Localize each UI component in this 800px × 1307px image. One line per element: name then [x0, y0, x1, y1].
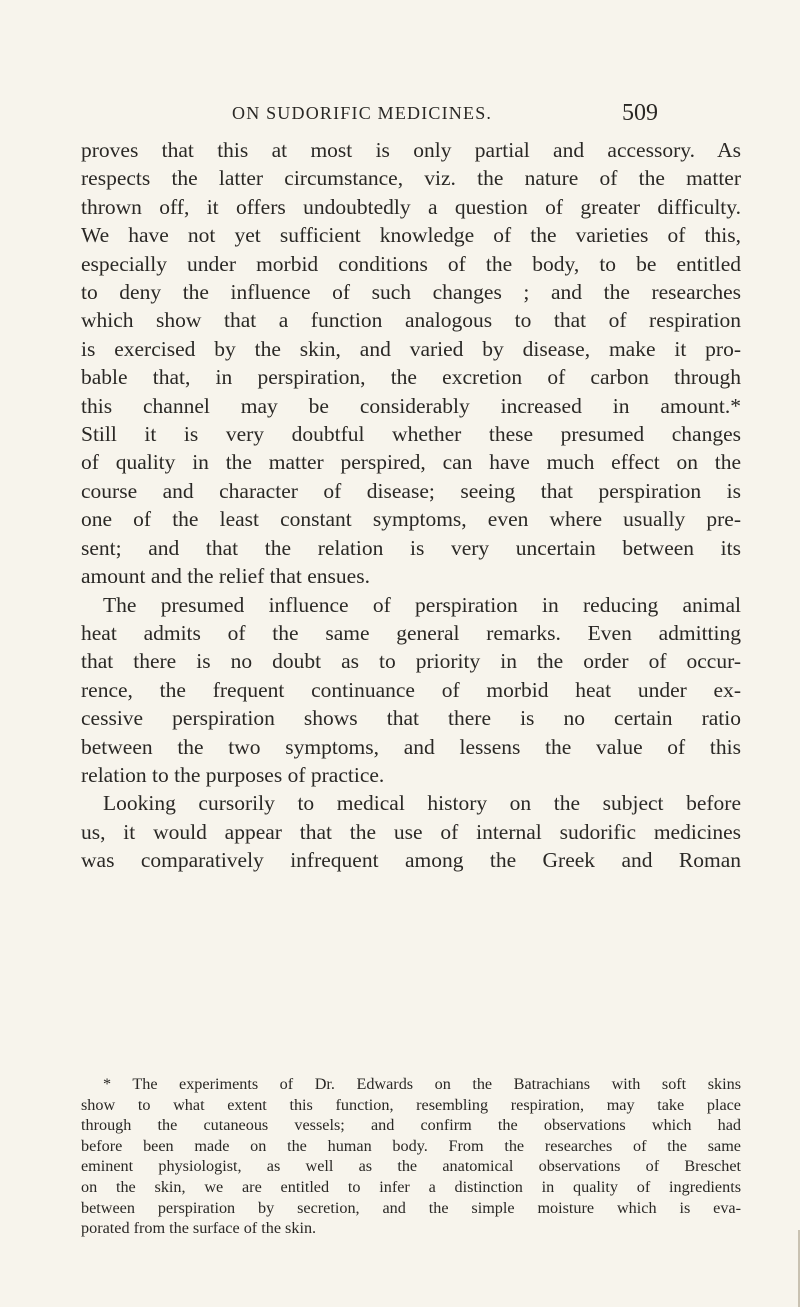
body-line: to deny the influence of such changes ; and the researches: [81, 280, 741, 305]
page-number: 509: [622, 100, 658, 126]
body-line: that there is no doubt as to priority in the order of occur-: [81, 649, 741, 674]
body-line: course and character of disease; seeing that perspiration is: [81, 478, 741, 503]
body-line: one of the least constant symptoms, even where usually pre-: [81, 507, 741, 532]
body-line: was comparatively infrequent among the Greek and Roman: [81, 848, 741, 873]
body-line: us, it would appear that the use of internal sudorific medicines: [81, 819, 741, 844]
paragraph-end-line: relation to the purposes of practice.: [81, 762, 385, 787]
footnote-line: eminent physiologist, as well as the anatomical observations of Breschet: [81, 1157, 741, 1176]
footnote-line: show to what extent this function, resembling respiration, may take place: [81, 1095, 741, 1114]
body-text: [81, 136, 741, 875]
running-title: ON SUDORIFIC MEDICINES.: [232, 103, 493, 123]
footnote-line: porated from the surface of the skin.: [81, 1219, 317, 1238]
footnote-line: * The experiments of Dr. Edwards on the Batrachians with soft skins: [103, 1075, 741, 1093]
body-line: thrown off, it offers undoubtedly a question of greater difficulty.: [81, 194, 741, 219]
body-line: sent; and that the relation is very uncertain between its: [81, 535, 741, 560]
body-line: proves that this at most is only partial and accessory. As: [81, 138, 741, 162]
body-line: respects the latter circumstance, viz. the nature of the matter: [81, 166, 741, 191]
footnote: [81, 1074, 741, 1239]
body-line: is exercised by the skin, and varied by disease, make it pro-: [81, 336, 741, 361]
footnote-line: between perspiration by secretion, and the simple moisture which is eva-: [81, 1198, 741, 1217]
footnote-line: on the skin, we are entitled to infer a distinction in quality of ingredients: [81, 1177, 741, 1196]
paragraph-start-line: The presumed influence of perspiration in reducing animal: [103, 592, 741, 617]
footnote-line: before been made on the human body. From the researches of the same: [81, 1136, 741, 1155]
paragraph-start-line: Looking cursorily to medical history on the subject before: [103, 791, 741, 816]
body-line: cessive perspiration shows that there is no certain ratio: [81, 706, 741, 731]
body-line: of quality in the matter perspired, can have much effect on the: [81, 450, 741, 475]
body-line: which show that a function analogous to that of respiration: [81, 308, 741, 333]
body-line: rence, the frequent continuance of morbid heat under ex-: [81, 677, 741, 702]
body-line: Still it is very doubtful whether these presumed changes: [81, 422, 741, 447]
body-line: We have not yet sufficient knowledge of the varieties of this,: [81, 223, 741, 248]
body-line: between the two symptoms, and lessens the value of this: [81, 734, 741, 759]
paragraph-end-line: amount and the relief that ensues.: [81, 564, 370, 589]
body-line: heat admits of the same general remarks. Even admitting: [81, 620, 741, 645]
body-line: this channel may be considerably increased in amount.*: [81, 393, 741, 418]
body-line: bable that, in perspiration, the excretion of carbon through: [81, 365, 741, 390]
body-line: especially under morbid conditions of the body, to be entitled: [81, 251, 741, 276]
footnote-line: through the cutaneous vessels; and confirm the observations which had: [81, 1116, 741, 1135]
